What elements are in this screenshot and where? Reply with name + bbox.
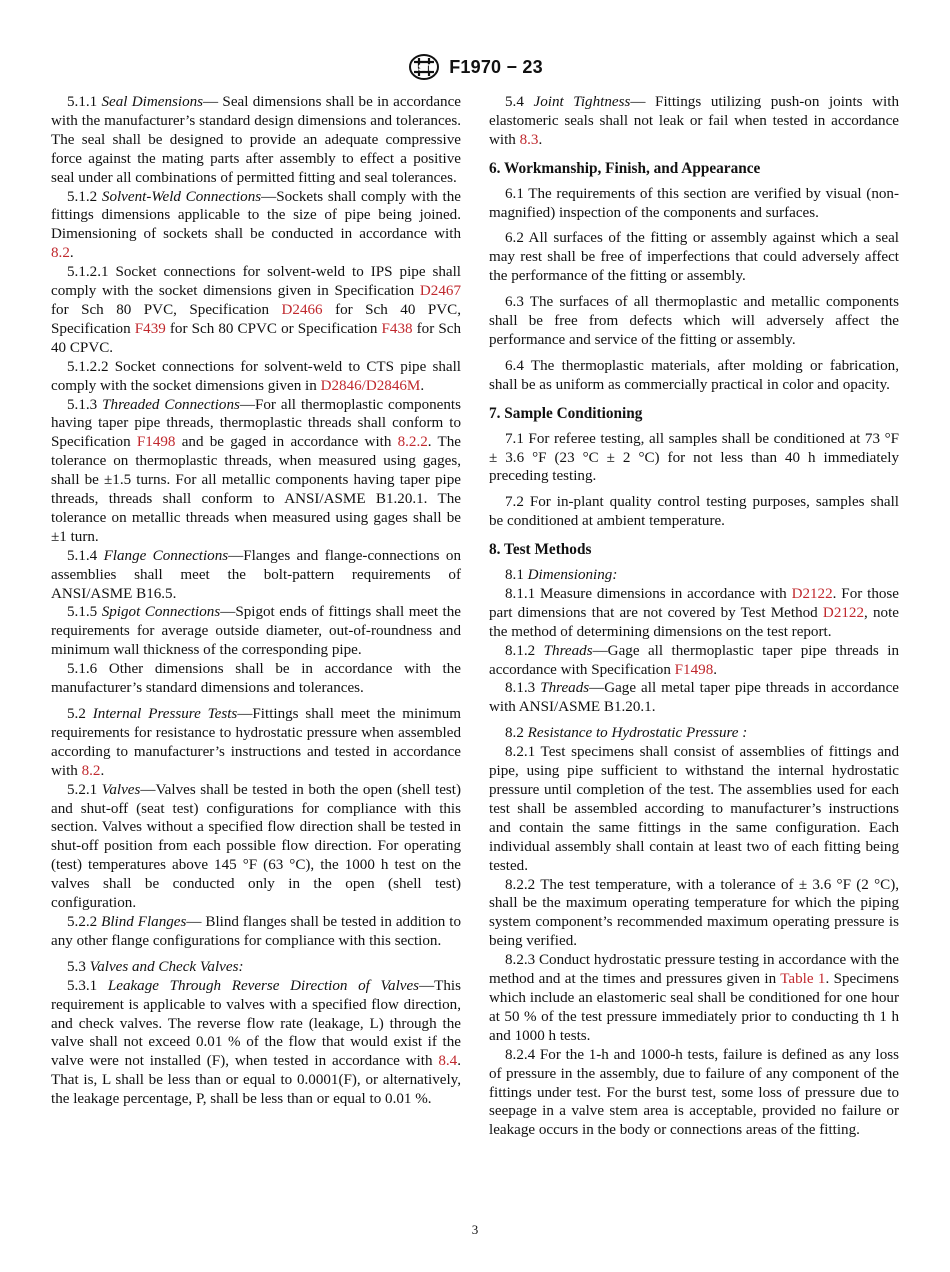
- paragraph-8-1-1: 8.1.1 Measure dimensions in accordance with D2122. For those part dimensions that are not covered by Test Method D2122, note the method of determining dimensions on the test report.: [489, 585, 899, 640]
- paragraph-5-3: 5.3 Valves and Check Valves:: [67, 958, 244, 975]
- page-number: 3: [471, 1222, 479, 1237]
- paragraph-7-2: 7.2 For in-plant quality control testing purposes, samples shall be conditioned at ambient temperature.: [489, 494, 899, 530]
- paragraph-8-2: 8.2 Resistance to Hydrostatic Pressure :: [505, 725, 748, 742]
- paragraph-5-1-2: 5.1.2 Solvent-Weld Connections—Sockets shall comply with the fittings dimensions applicable to the size of pipe being joined. Dimensioning of sockets shall be conducted in accordance with 8.2.: [51, 188, 461, 262]
- paragraph-5-3-1: 5.3.1 Leakage Through Reverse Direction of Valves—This requirement is applicable to valves with a specified flow direction, and check valves. The reverse flow rate (leakage, L) through the valve shall not exceed 0.01 % of the flow that would exist if the valve were not installed (F), when tested in accordance with 8.4. That is, L shall be less than or equal to 0.0001(F), or alternatively, the leakage percentage, P, shall be less than or equal to 0.01 %.: [51, 977, 461, 1108]
- link-8-2[interactable]: 8.2: [51, 245, 70, 262]
- link-table-1[interactable]: Table 1: [780, 971, 826, 988]
- section-heading-8: 8. Test Methods: [489, 541, 592, 559]
- paragraph-6-4: 6.4 The thermoplastic materials, after molding or fabrication, shall be as uniform as commercially practical in color and opacity.: [489, 357, 899, 393]
- link-d2466[interactable]: D2466: [281, 301, 323, 318]
- paragraph-8-2-1: 8.2.1 Test specimens shall consist of assemblies of fittings and pipe, using pipe sufficient to withstand the internal hydrostatic pressure until completion of the test. The assemblies used for each test shall be assembled according to manufacturer’s instructions and contain the same fittings in the same configuration. Each individual assembly shall contain at least two of each fitting being tested.: [489, 744, 899, 874]
- right-column: [489, 93, 899, 1140]
- paragraph-5-2: 5.2 Internal Pressure Tests—Fittings shall meet the minimum requirements for resistance to hydrostatic pressure when assembled according to manufacturer’s instructions and tested in accordance with 8.2.: [51, 706, 461, 779]
- paragraph-5-1-2-2: 5.1.2.2 Socket connections for solvent-weld to CTS pipe shall comply with the socket dimensions given in D2846/D2846M.: [51, 358, 461, 394]
- astm-logo-icon: [407, 52, 441, 82]
- link-8-2[interactable]: 8.2: [81, 762, 101, 779]
- link-d2122[interactable]: D2122: [822, 604, 865, 621]
- paragraph-8-1-3: 8.1.3 Threads—Gage all metal taper pipe threads in accordance with ANSI/ASME B1.20.1.: [489, 680, 899, 716]
- paragraph-5-1-1: 5.1.1 Seal Dimensions— Seal dimensions shall be in accordance with the manufacturer’s standard design dimensions and tolerances. The seal shall be designed to provide an adequate compressive force against the mating parts after assembly to effect a positive seal under all combinations of permitted fitting and seal tolerances.: [51, 94, 461, 186]
- paragraph-6-2: 6.2 All surfaces of the fitting or assembly against which a seal may rest shall be free of imperfections that could adversely affect the performance of the fitting or assembly.: [489, 230, 899, 285]
- paragraph-7-1: 7.1 For referee testing, all samples shall be conditioned at 73 °F ± 3.6 °F (23 °C ± 2 °C) for not less than 40 h immediately preceding testing.: [489, 430, 899, 485]
- paragraph-8-2-3: 8.2.3 Conduct hydrostatic pressure testing in accordance with the method and at the times and pressures given in Table 1. Specimens which include an elastomeric seal shall be conditioned for one hour at 50 % of the test pressure immediately prior to conducting th 1 h and 1000 h tests.: [489, 952, 900, 1044]
- link-f1498[interactable]: F1498: [136, 434, 176, 451]
- paragraph-5-1-3: 5.1.3 Threaded Connections—For all thermoplastic components having taper pipe threads, thermoplastic threads shall conform to Specification F1498 and be gaged in accordance with 8.2.2. The tolerance on thermoplastic threads, when measured using gages, shall be ±1.5 turns. For all metallic components having taper pipe threads, threads shall conform to ANSI/ASME B1.20.1. The tolerance on metallic threads when measured using gages shall be ±1 turn.: [51, 396, 461, 545]
- link-d2846[interactable]: D2846/D2846M: [320, 377, 421, 394]
- link-8-4[interactable]: 8.4: [438, 1053, 458, 1070]
- paragraph-5-2-2: 5.2.2 Blind Flanges— Blind flanges shall be tested in addition to any other flange configurations for compliance with this section.: [51, 913, 461, 949]
- paragraph-5-1-5: 5.1.5 Spigot Connections—Spigot ends of fittings shall meet the requirements for average outside diameter, out-of-roundness and minimum wall thickness of the corresponding pipe.: [51, 604, 461, 659]
- paragraph-6-1: 6.1 The requirements of this section are verified by visual (non-magnified) inspection of the components and surfaces.: [489, 185, 899, 221]
- section-heading-7: 7. Sample Conditioning: [489, 404, 643, 422]
- link-d2122[interactable]: D2122: [791, 585, 833, 602]
- paragraph-5-1-4: 5.1.4 Flange Connections—Flanges and flange-connections on assemblies shall meet the bolt-pattern requirements of ANSI/ASME B16.5.: [51, 547, 461, 602]
- link-f439[interactable]: F439: [134, 320, 166, 337]
- link-8-2-2[interactable]: 8.2.2: [397, 434, 428, 451]
- paragraph-5-4: 5.4 Joint Tightness— Fittings utilizing push-on joints with elastomeric seals shall not leak or fail when tested in accordance with 8.3.: [489, 94, 899, 148]
- page-header: [0, 52, 950, 87]
- section-heading-6: 6. Workmanship, Finish, and Appearance: [489, 159, 761, 177]
- standard-designation: F1970 − 23: [449, 56, 543, 77]
- paragraph-8-1: 8.1 Dimensioning:: [505, 567, 618, 584]
- paragraph-5-1-6: 5.1.6 Other dimensions shall be in accordance with the manufacturer’s standard dimensions and tolerances.: [51, 661, 461, 697]
- paragraph-6-3: 6.3 The surfaces of all thermoplastic and metallic components shall be free from defects which will adversely affect the performance and service of the fitting or assembly.: [489, 294, 899, 348]
- paragraph-8-2-2: 8.2.2 The test temperature, with a tolerance of ± 3.6 °F (2 °C), shall be the maximum operating temperature for which the piping system component’s recommended maximum operating pressure is being verified.: [489, 876, 899, 950]
- link-f438[interactable]: F438: [381, 320, 413, 337]
- left-column: [51, 93, 461, 1109]
- link-f1498[interactable]: F1498: [674, 661, 714, 678]
- link-d2467[interactable]: D2467: [419, 283, 461, 300]
- paragraph-5-1-2-1: 5.1.2.1 Socket connections for solvent-weld to IPS pipe shall comply with the socket dimensions given in Specification D2467 for Sch 80 PVC, Specification D2466 for Sch 40 PVC, Specification F439 for Sch 80 CPVC or Specification F438 for Sch 40 CPVC.: [51, 264, 461, 356]
- svg-text:ASTM: ASTM: [412, 63, 436, 73]
- paragraph-5-2-1: 5.2.1 Valves—Valves shall be tested in both the open (shell test) and shut-off (seat test) configurations for compliance with this section. Valves without a specified flow direction shall be tested in shut-off position from each possible flow direction. For operating (test) temperatures above 145 °F (63 °C), the 1000 h test on the valves shall be conducted only in the open (shell test) configuration.: [51, 781, 461, 912]
- paragraph-8-2-4: 8.2.4 For the 1-h and 1000-h tests, failure is defined as any loss of pressure in the assembly, due to failure of any component of the fittings under test. For the burst test, some loss of pressure due to seepage in a valve stem area is acceptable, provided no failure or leakage occurs in the body or connections areas of the fitting.: [489, 1046, 899, 1139]
- link-8-3[interactable]: 8.3: [519, 131, 539, 148]
- paragraph-8-1-2: 8.1.2 Threads—Gage all thermoplastic taper pipe threads in accordance with Specification F1498.: [489, 642, 899, 678]
